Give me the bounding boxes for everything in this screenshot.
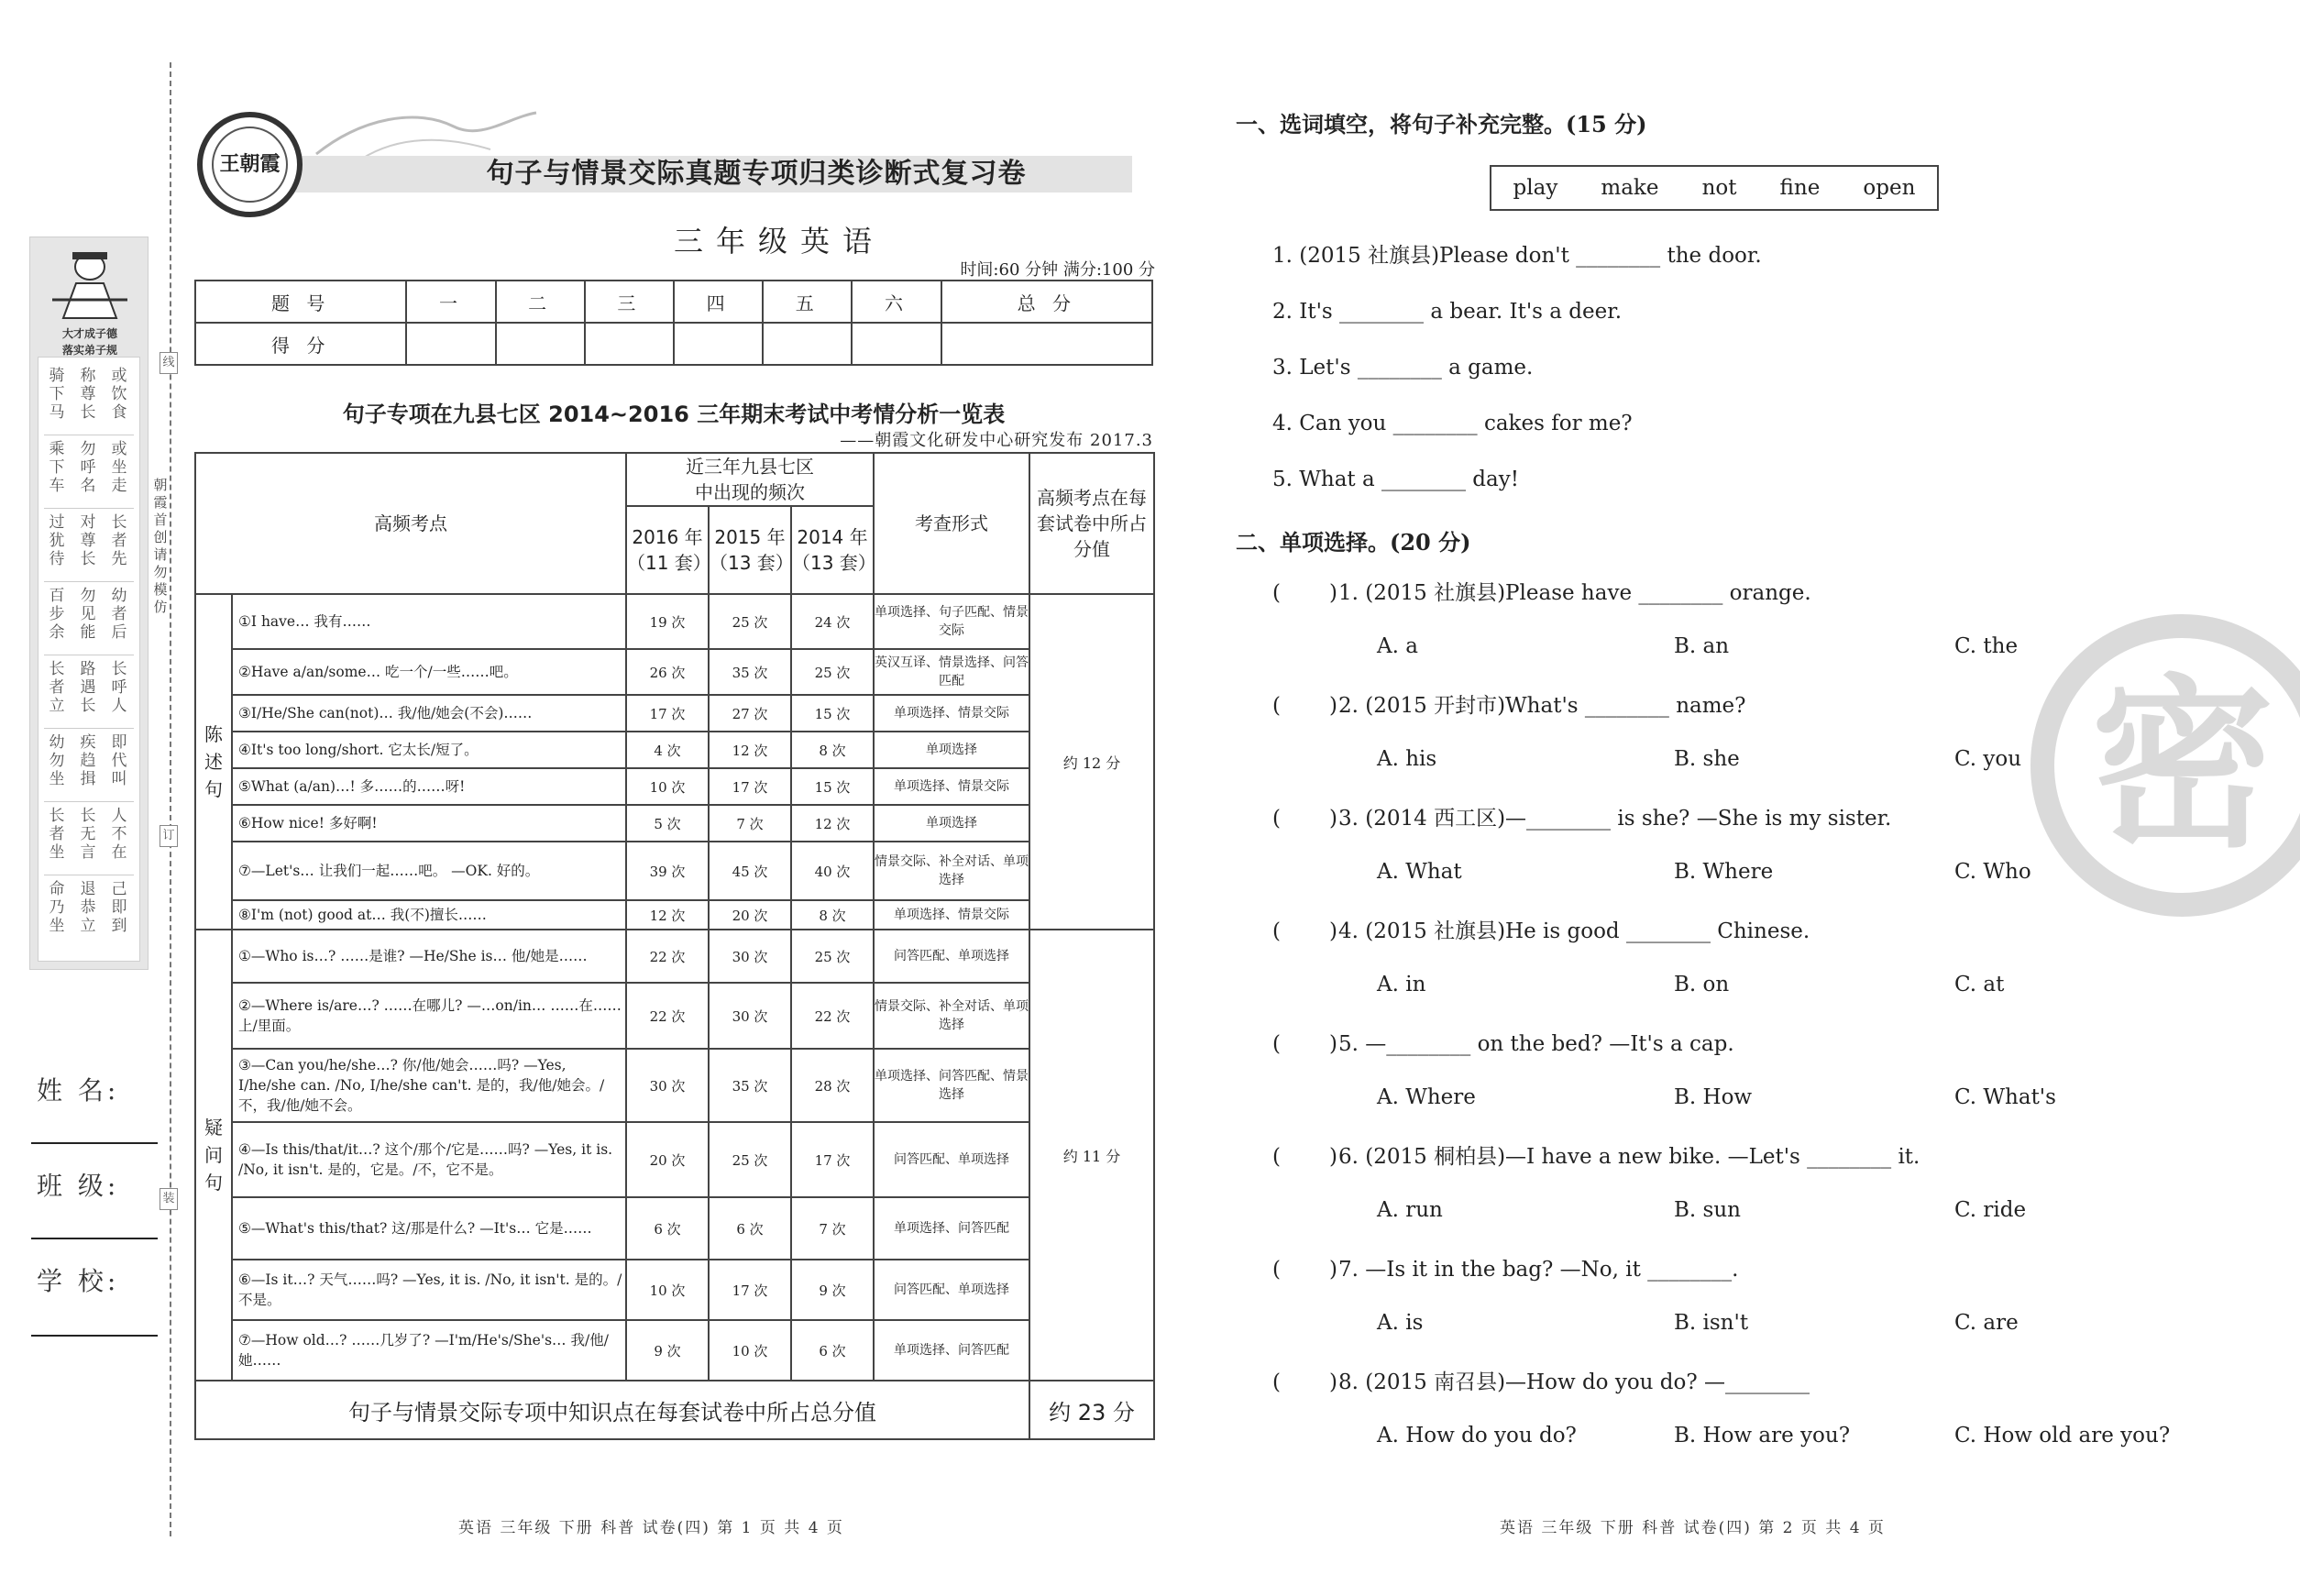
score-header-cell: 四 (674, 281, 763, 323)
school-label: 学 校: (37, 1266, 120, 1296)
form-cell: 英汉互译、情景选择、问答匹配 (874, 649, 1029, 695)
freq-2016-cell: 39 次 (626, 842, 709, 900)
choice-option[interactable]: B. on (1674, 973, 1730, 996)
freq-2015-cell: 35 次 (709, 1049, 791, 1122)
score-input-cell[interactable] (941, 323, 1152, 365)
table-row (195, 1320, 1154, 1381)
score-header-cell: 总 分 (941, 281, 1152, 323)
freq-2016-cell: 26 次 (626, 649, 709, 695)
rule-divider (44, 508, 134, 509)
answer-paren-open[interactable]: ( (1272, 807, 1281, 831)
fill-question: 1. (2015 社旗县)Please don't ________ the door. (1272, 244, 1762, 268)
analysis-body (195, 594, 1154, 1381)
section2-title: 二、单项选择。(20 分) (1236, 529, 1471, 556)
freq-2016-cell: 22 次 (626, 930, 709, 983)
form-cell: 单项选择、问答匹配、情景选择 (874, 1049, 1029, 1122)
answer-paren-close[interactable]: ) (1329, 807, 1337, 831)
table-row (195, 649, 1154, 695)
score-header-cell: 六 (852, 281, 941, 323)
header-2015: 2015 年（13 套） (709, 506, 791, 594)
score-input-cell[interactable] (674, 323, 763, 365)
table-row (195, 1049, 1154, 1122)
table-row (195, 695, 1154, 732)
rule-column: 对尊长 (80, 513, 96, 568)
score-header-cell: 题 号 (195, 281, 406, 323)
choice-option[interactable]: B. sun (1674, 1198, 1741, 1222)
rule-column: 路遇长 (80, 660, 96, 715)
freq-2015-cell: 30 次 (709, 983, 791, 1049)
section1-title: 一、选词填空，将句子补充完整。(15 分) (1236, 111, 1647, 138)
choice-question: 3. (2014 西工区)—________ is she? —She is my sister. (1338, 807, 1892, 831)
freq-2015-cell: 17 次 (709, 1260, 791, 1320)
choice-option[interactable]: C. How old are you? (1954, 1424, 2171, 1447)
form-cell: 单项选择、情景交际 (874, 900, 1029, 930)
freq-2014-cell: 7 次 (791, 1197, 874, 1260)
freq-2014-cell: 25 次 (791, 649, 874, 695)
point-cell: ⑤What (a/an)…! 多……的……呀! (232, 768, 626, 805)
word-option: make (1601, 176, 1659, 200)
freq-2014-cell: 28 次 (791, 1049, 874, 1122)
form-cell: 问答匹配、单项选择 (874, 1260, 1029, 1320)
freq-2016-cell: 12 次 (626, 900, 709, 930)
choice-question: 6. (2015 桐柏县)—I have a new bike. —Let's ________ it. (1338, 1145, 1920, 1169)
freq-2014-cell: 24 次 (791, 594, 874, 649)
cut-mark-bottom: 装 (160, 1188, 178, 1210)
freq-2015-cell: 6 次 (709, 1197, 791, 1260)
freq-2015-cell: 20 次 (709, 900, 791, 930)
point-cell: ③—Can you/he/she…? 你/他/她会……吗? —Yes, I/he/she can. /No, I/he/she can't. 是的，我/他/她会。/不，我/他/她不会。 (232, 1049, 626, 1122)
freq-2016-cell: 10 次 (626, 1260, 709, 1320)
point-cell: ③I/He/She can(not)… 我/他/她会(不会)…… (232, 695, 626, 732)
rule-column: 即代叫 (111, 733, 127, 788)
form-cell: 单项选择、问答匹配 (874, 1197, 1029, 1260)
fill-question: 2. It's ________ a bear. It's a deer. (1272, 300, 1623, 324)
choice-option[interactable]: B. she (1674, 747, 1740, 771)
word-option: play (1513, 176, 1558, 200)
header-form: 考查形式 (874, 453, 1029, 594)
answer-paren-open[interactable]: ( (1272, 581, 1281, 605)
freq-2015-cell: 25 次 (709, 1122, 791, 1197)
watermark-text: 密 (2090, 659, 2274, 873)
rule-column: 勿呼名 (80, 440, 96, 495)
rule-column: 人不在 (111, 807, 127, 862)
class-label: 班 级: (37, 1171, 120, 1201)
choice-option[interactable]: A. his (1377, 747, 1437, 771)
table-row (195, 930, 1154, 983)
freq-2016-cell: 22 次 (626, 983, 709, 1049)
point-cell: ⑥—Is it…? 天气……吗? —Yes, it is. /No, it isn't. 是的。/不是。 (232, 1260, 626, 1320)
rule-column: 称尊长 (80, 367, 96, 422)
choice-option[interactable]: A. Where (1377, 1085, 1476, 1109)
fill-question: 3. Let's ________ a game. (1272, 356, 1534, 380)
choice-option[interactable]: C. the (1954, 634, 2019, 658)
analysis-source: ——朝霞文化研发中心研究发布 2017.3 (840, 431, 1153, 450)
rules-box (38, 357, 140, 962)
point-cell: ①—Who is…? ……是谁? —He/She is… 他/她是…… (232, 930, 626, 983)
total-value: 约 23 分 (1029, 1381, 1154, 1439)
motto-line-1: 大才成子德 (61, 327, 117, 340)
freq-2016-cell: 19 次 (626, 594, 709, 649)
freq-2014-cell: 9 次 (791, 1260, 874, 1320)
rule-column: 幼勿坐 (49, 733, 65, 788)
rule-column: 疾趋揖 (80, 733, 96, 788)
score-label-cell: 得 分 (195, 323, 406, 365)
table-row (195, 1122, 1154, 1197)
rule-column: 己即到 (111, 880, 127, 935)
freq-2015-cell: 12 次 (709, 732, 791, 768)
choice-question: 1. (2015 社旗县)Please have ________ orange. (1338, 581, 1811, 605)
answer-paren-open[interactable]: ( (1272, 694, 1281, 718)
table-row (195, 900, 1154, 930)
brand-seal-logo (197, 112, 303, 217)
point-cell: ⑧I'm (not) good at… 我(不)擅长…… (232, 900, 626, 930)
score-header-cell: 三 (585, 281, 674, 323)
score-input-cell[interactable] (406, 323, 495, 365)
freq-2015-cell: 10 次 (709, 1320, 791, 1381)
rule-column: 长者先 (111, 513, 127, 568)
point-cell: ⑦—How old…? ……几岁了? —I'm/He's/She's… 我/他/她…… (232, 1320, 626, 1381)
freq-2014-cell: 12 次 (791, 805, 874, 842)
word-option: not (1701, 176, 1737, 200)
freq-2014-cell: 22 次 (791, 983, 874, 1049)
rule-column: 过犹待 (49, 513, 65, 568)
choice-option[interactable]: C. you (1954, 747, 2022, 771)
analysis-title: 句子专项在九县七区 2014~2016 三年期末考试中考情分析一览表 (342, 402, 1006, 427)
watermark-seal-logo (2030, 614, 2300, 917)
name-line[interactable] (31, 1142, 158, 1144)
page-title: 句子与情景交际真题专项归类诊断式复习卷 (486, 158, 1027, 190)
form-cell: 问答匹配、单项选择 (874, 1122, 1029, 1197)
margin-strip (29, 237, 149, 970)
answer-paren-close[interactable]: ) (1329, 1032, 1337, 1056)
rule-column: 勿见能 (80, 587, 96, 642)
total-row (195, 1381, 1154, 1439)
score-header-cell: 五 (763, 281, 852, 323)
freq-2014-cell: 8 次 (791, 900, 874, 930)
choice-option[interactable]: B. Where (1674, 860, 1774, 884)
rule-divider (44, 801, 134, 802)
choice-option[interactable]: A. is (1377, 1311, 1424, 1335)
freq-2014-cell: 8 次 (791, 732, 874, 768)
answer-paren-open[interactable]: ( (1272, 1258, 1281, 1282)
point-cell: ④—Is this/that/it…? 这个/那个/它是……吗? —Yes, it is. /No, it isn't. 是的，它是。/不，它不是。 (232, 1122, 626, 1197)
choice-option[interactable]: C. are (1954, 1311, 2019, 1335)
cut-mark-top: 线 (160, 352, 178, 374)
fill-question: 5. What a ________ day! (1272, 468, 1519, 491)
cut-mark-mid: 订 (160, 825, 178, 847)
rule-column: 百步余 (49, 587, 65, 642)
choice-option[interactable]: C. ride (1954, 1198, 2027, 1222)
freq-2016-cell: 5 次 (626, 805, 709, 842)
name-label: 姓 名: (37, 1075, 120, 1106)
freq-2015-cell: 27 次 (709, 695, 791, 732)
point-cell: ⑥How nice! 多好啊! (232, 805, 626, 842)
analysis-table (194, 452, 1155, 1440)
value-cell: 约 12 分 (1029, 594, 1154, 930)
motto-line-2: 落实弟子规 (61, 344, 117, 357)
seal-text: 王朝霞 (212, 127, 288, 203)
form-cell: 情景交际、补全对话、单项选择 (874, 842, 1029, 900)
form-cell: 单项选择、句子匹配、情景交际 (874, 594, 1029, 649)
freq-2016-cell: 30 次 (626, 1049, 709, 1122)
choice-question: 8. (2015 南召县)—How do you do? —________ (1338, 1370, 1810, 1394)
rule-column: 骑下马 (49, 367, 65, 422)
choice-option[interactable]: B. isn't (1674, 1311, 1749, 1335)
answer-paren-close[interactable]: ) (1329, 919, 1337, 943)
choice-option[interactable]: A. How do you do? (1377, 1424, 1577, 1447)
rule-column: 退恭立 (80, 880, 96, 935)
freq-2014-cell: 15 次 (791, 768, 874, 805)
ribbon-decoration-icon (307, 108, 545, 163)
word-option: fine (1779, 176, 1821, 200)
answer-paren-close[interactable]: ) (1329, 1258, 1337, 1282)
score-header-cell: 一 (406, 281, 495, 323)
choice-option[interactable]: A. in (1377, 973, 1426, 996)
total-text: 句子与情景交际专项中知识点在每套试卷中所占总分值 (195, 1381, 1029, 1439)
choice-option[interactable]: A. a (1377, 634, 1418, 658)
word-option: open (1863, 176, 1916, 200)
answer-paren-close[interactable]: ) (1329, 694, 1337, 718)
choice-question: 2. (2015 开封市)What's ________ name? (1338, 694, 1746, 718)
category-cell: 陈述句 (195, 594, 232, 930)
freq-2015-cell: 25 次 (709, 594, 791, 649)
form-cell: 单项选择 (874, 805, 1029, 842)
footer-left: 英语 三年级 下册 科普 试卷(四) 第 1 页 共 4 页 (458, 1519, 844, 1537)
subject-title: 三年级英语 (673, 224, 885, 259)
rule-column: 乘下车 (49, 440, 65, 495)
header-2016: 2016 年（11 套） (626, 506, 709, 594)
choice-option[interactable]: B. How (1674, 1085, 1753, 1109)
choice-question: 4. (2015 社旗县)He is good ________ Chinese. (1338, 919, 1810, 943)
table-row (195, 1260, 1154, 1320)
rule-column: 或坐走 (111, 440, 127, 495)
freq-2016-cell: 6 次 (626, 1197, 709, 1260)
answer-paren-close[interactable]: ) (1329, 1145, 1337, 1169)
vertical-note: 朝霞首创 请勿模仿 (153, 477, 168, 615)
freq-2015-cell: 17 次 (709, 768, 791, 805)
freq-2016-cell: 10 次 (626, 768, 709, 805)
freq-2015-cell: 7 次 (709, 805, 791, 842)
freq-2014-cell: 17 次 (791, 1122, 874, 1197)
table-row (195, 732, 1154, 768)
answer-paren-close[interactable]: ) (1329, 1370, 1337, 1394)
title-banner (179, 108, 1155, 195)
score-value-row (195, 323, 1152, 365)
class-line[interactable] (31, 1238, 158, 1239)
form-cell: 单项选择、情景交际 (874, 768, 1029, 805)
table-row (195, 594, 1154, 649)
form-cell: 单项选择、情景交际 (874, 695, 1029, 732)
choice-option[interactable]: B. How are you? (1674, 1424, 1851, 1447)
score-header-row (195, 281, 1152, 323)
score-input-cell[interactable] (496, 323, 585, 365)
choice-option[interactable]: C. at (1954, 973, 2005, 996)
header-point: 高频考点 (195, 453, 626, 594)
score-input-cell[interactable] (585, 323, 674, 365)
choice-question: 7. —Is it in the bag? —No, it ________. (1338, 1258, 1739, 1282)
fill-question: 4. Can you ________ cakes for me? (1272, 412, 1633, 435)
header-value: 高频考点在每套试卷中所占分值 (1029, 453, 1154, 594)
freq-2014-cell: 25 次 (791, 930, 874, 983)
point-cell: ①I have… 我有…… (232, 594, 626, 649)
freq-2016-cell: 4 次 (626, 732, 709, 768)
scholar-figure-icon (45, 247, 135, 320)
rule-column: 或饮食 (111, 367, 127, 422)
school-line[interactable] (31, 1335, 158, 1337)
time-info: 时间:60 分钟 满分:100 分 (960, 260, 1155, 280)
freq-2016-cell: 9 次 (626, 1320, 709, 1381)
freq-2014-cell: 40 次 (791, 842, 874, 900)
choice-question: 5. —________ on the bed? —It's a cap. (1338, 1032, 1734, 1056)
rule-column: 命乃坐 (49, 880, 65, 935)
answer-paren-open[interactable]: ( (1272, 1032, 1281, 1056)
header-2014: 2014 年（13 套） (791, 506, 874, 594)
score-input-cell[interactable] (763, 323, 852, 365)
rule-column: 幼者后 (111, 587, 127, 642)
header-freq-group: 近三年九县七区中出现的频次 (626, 453, 874, 506)
choice-option[interactable]: A. run (1377, 1198, 1443, 1222)
score-header-cell: 二 (496, 281, 585, 323)
table-row (195, 842, 1154, 900)
binding-dash-line (170, 62, 171, 1536)
form-cell: 问答匹配、单项选择 (874, 930, 1029, 983)
rule-divider (44, 728, 134, 729)
choice-option[interactable]: B. an (1674, 634, 1730, 658)
point-cell: ⑤—What's this/that? 这/那是什么? —It's… 它是…… (232, 1197, 626, 1260)
form-cell: 单项选择、问答匹配 (874, 1320, 1029, 1381)
point-cell: ④It's too long/short. 它太长/短了。 (232, 732, 626, 768)
freq-2014-cell: 6 次 (791, 1320, 874, 1381)
answer-paren-open[interactable]: ( (1272, 1145, 1281, 1169)
table-row (195, 1197, 1154, 1260)
form-cell: 单项选择 (874, 732, 1029, 768)
choice-option[interactable]: A. What (1377, 860, 1462, 884)
freq-2015-cell: 30 次 (709, 930, 791, 983)
point-cell: ②—Where is/are…? ……在哪儿? —…on/in… ……在……上/里面。 (232, 983, 626, 1049)
answer-paren-close[interactable]: ) (1329, 581, 1337, 605)
rule-column: 长呼人 (111, 660, 127, 715)
freq-2016-cell: 20 次 (626, 1122, 709, 1197)
choice-option[interactable]: C. What's (1954, 1085, 2056, 1109)
choice-option[interactable]: C. Who (1954, 860, 2031, 884)
table-row (195, 805, 1154, 842)
score-table (194, 280, 1153, 366)
freq-2014-cell: 15 次 (791, 695, 874, 732)
answer-paren-open[interactable]: ( (1272, 1370, 1281, 1394)
form-cell: 情景交际、补全对话、单项选择 (874, 983, 1029, 1049)
table-row (195, 768, 1154, 805)
rule-column: 长者立 (49, 660, 65, 715)
point-cell: ⑦—Let's… 让我们一起……吧。 —OK. 好的。 (232, 842, 626, 900)
freq-2015-cell: 45 次 (709, 842, 791, 900)
rule-column: 长者坐 (49, 807, 65, 862)
rule-column: 长无言 (80, 807, 96, 862)
freq-2016-cell: 17 次 (626, 695, 709, 732)
footer-right: 英语 三年级 下册 科普 试卷(四) 第 2 页 共 4 页 (1500, 1519, 1886, 1537)
score-input-cell[interactable] (852, 323, 941, 365)
point-cell: ②Have a/an/some… 吃一个/一些……吧。 (232, 649, 626, 695)
rule-divider (44, 581, 134, 582)
word-bank (1490, 165, 1939, 211)
category-cell: 疑问句 (195, 930, 232, 1381)
value-cell: 约 11 分 (1029, 930, 1154, 1381)
answer-paren-open[interactable]: ( (1272, 919, 1281, 943)
table-row (195, 983, 1154, 1049)
freq-2015-cell: 35 次 (709, 649, 791, 695)
